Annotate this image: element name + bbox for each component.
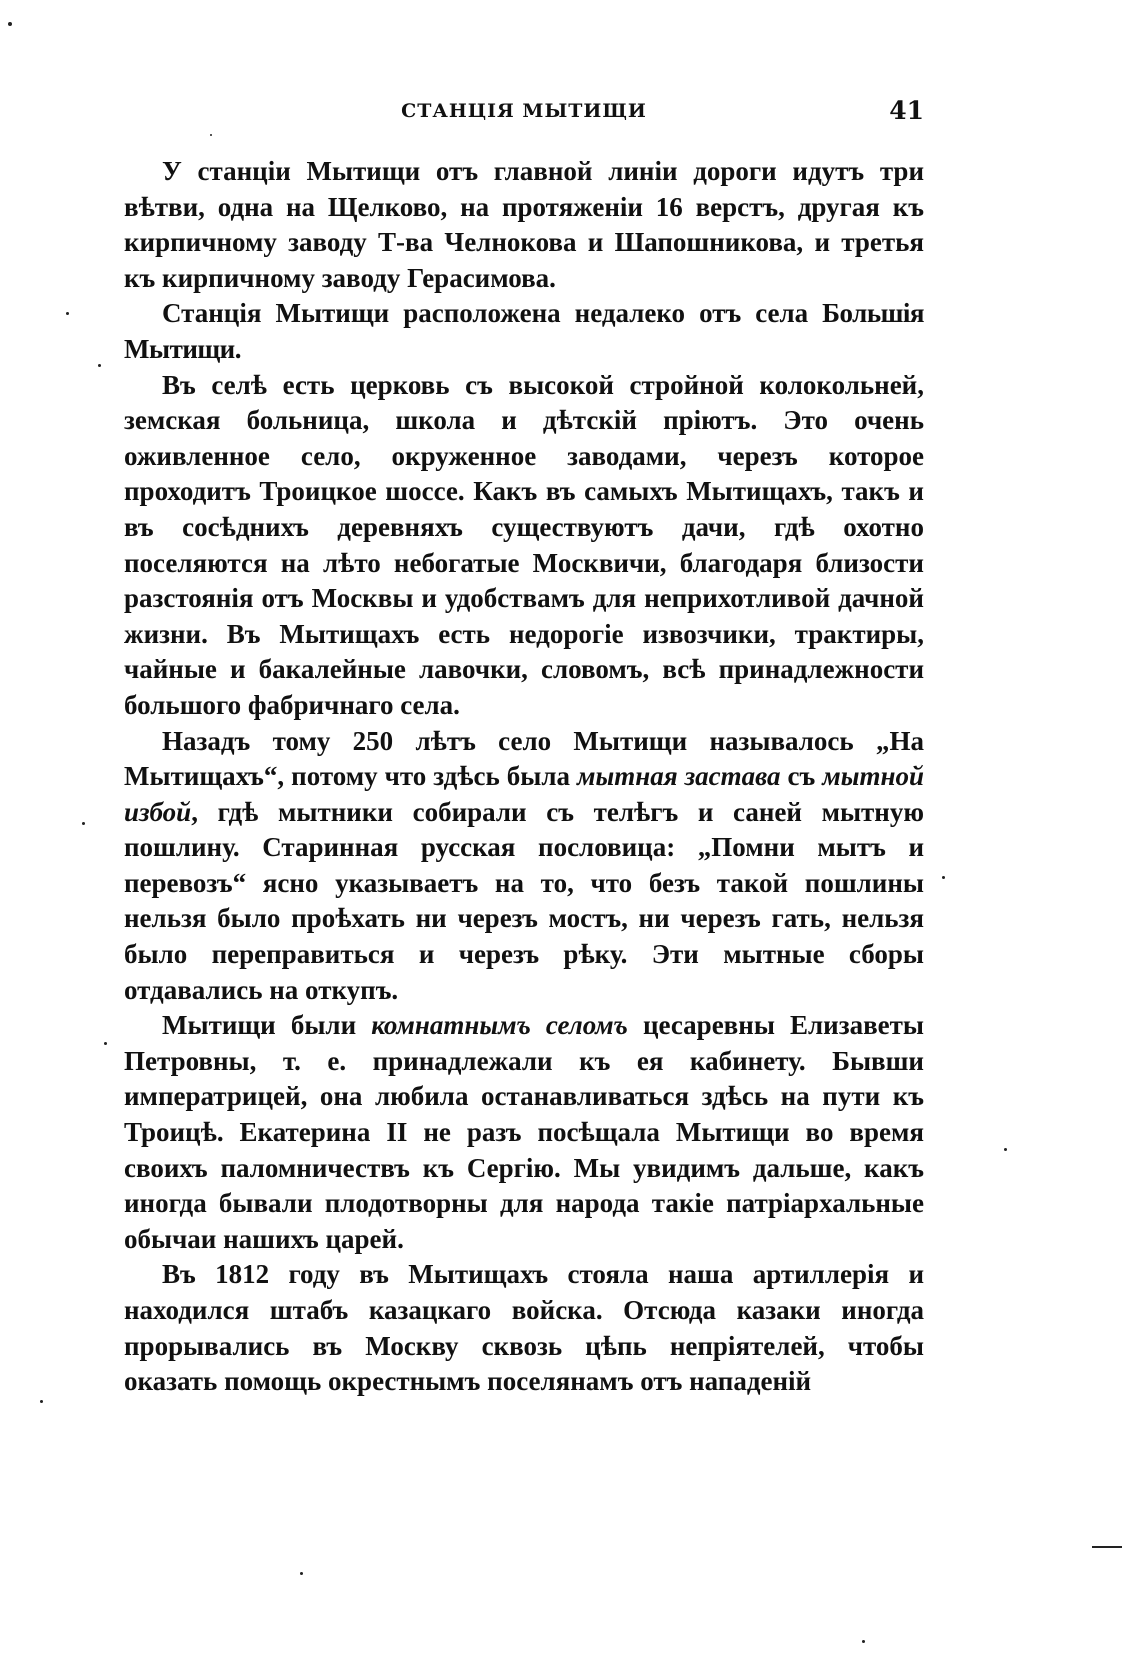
scan-speck bbox=[98, 364, 101, 367]
page-header bbox=[124, 96, 924, 132]
paragraph-text: Въ 1812 году въ Мытищахъ стояла наша артиллерія и находился штабъ казацкаго войска. Отсюда казаки иногда прорывались въ Москву сквозь цѣпь непріятелей, чтобы оказать помощь окрестнымъ поселянамъ отъ нападеній bbox=[124, 1259, 924, 1397]
scan-mark bbox=[1092, 1546, 1122, 1548]
running-title: СТАНЦІЯ МЫТИЩИ bbox=[401, 100, 647, 122]
paragraph-2 bbox=[124, 296, 924, 367]
page-number: 41 bbox=[889, 96, 924, 125]
scan-speck bbox=[104, 1042, 107, 1045]
scan-speck bbox=[300, 1572, 303, 1575]
scan-speck bbox=[66, 312, 69, 315]
scan-speck bbox=[210, 134, 212, 136]
scan-speck bbox=[862, 1640, 865, 1643]
paragraph-text: Назадъ тому 250 лѣтъ село Мытищи называлось „На Мытищахъ“, потому что здѣсь была bbox=[124, 725, 924, 792]
paragraph-text: цесаревны Елизаветы Петровны, т. е. принадлежали къ ея кабинету. Бывши императрицей, она любила останавливаться здѣсь на пути къ Троицѣ. Екатерина II не разъ посѣщала Мытищи во время своихъ паломничествъ къ Сергію. Мы увидимъ дальше, какъ иногда бывали плодотворны для народа такіе патріархальные обычаи нашихъ царей. bbox=[124, 1010, 924, 1254]
scan-speck bbox=[942, 876, 945, 879]
paragraph-text: Мытищи были bbox=[162, 1010, 372, 1041]
paragraph-text: , гдѣ мытники собирали съ телѣгъ и саней мытную пошлину. Старинная русская пословица: „Помни мытъ и перевозъ“ ясно указываетъ на то, что безъ такой пошлины нельзя было проѣхать ни черезъ мостъ, ни черезъ гать, нельзя было переправиться и черезъ рѣку. Эти мытные сборы отдавались на откупъ. bbox=[124, 796, 924, 1005]
paragraph-text: У станціи Мытищи отъ главной линіи дороги идутъ три вѣтви, одна на Щелково, на протяженіи 16 верстъ, другая къ кирпичному заводу Т-ва Челнокова и Шапошникова, и третья къ кирпичному заводу Герасимова. bbox=[124, 156, 924, 293]
scan-speck bbox=[82, 822, 85, 825]
scan-speck bbox=[8, 22, 12, 26]
italic-term: комнатнымъ селомъ bbox=[371, 1010, 628, 1041]
scan-speck bbox=[1004, 1148, 1007, 1151]
paragraph-4 bbox=[124, 724, 924, 1009]
paragraph-text: . bbox=[234, 333, 242, 364]
paragraph-3 bbox=[124, 368, 924, 724]
italic-term: мытная застава bbox=[576, 761, 781, 792]
paragraph-1 bbox=[124, 154, 924, 296]
italic-term: мытной избой bbox=[124, 761, 924, 827]
paragraph-6 bbox=[124, 1257, 924, 1399]
paragraph-text: Въ селѣ есть церковь съ высокой стройной колокольней, земская больница, школа и дѣтскій пріютъ. Это очень оживленное село, окруженное заводами, черезъ которое проходитъ Троицкое шоссе. Какъ въ самыхъ Мытищахъ, такъ и въ сосѣднихъ деревняхъ существуютъ дачи, гдѣ охотно поселяются на лѣто небогатые Москвичи, благодаря близости разстоянія отъ Москвы и удобствамъ для неприхотливой дачной жизни. Въ Мытищахъ есть недорогіе извозчики, трактиры, чайные и бакалейные лавочки, словомъ, всѣ принадлежности большого фабричнаго села. bbox=[124, 369, 924, 720]
paragraph-text: съ bbox=[780, 761, 823, 792]
body-text bbox=[124, 154, 924, 1400]
scan-speck bbox=[40, 1400, 43, 1403]
paragraph-5 bbox=[124, 1008, 924, 1257]
bold-place-name: Большія Мытищи bbox=[124, 298, 924, 364]
paragraph-text: Станція Мытищи расположена недалеко отъ села bbox=[162, 298, 823, 329]
